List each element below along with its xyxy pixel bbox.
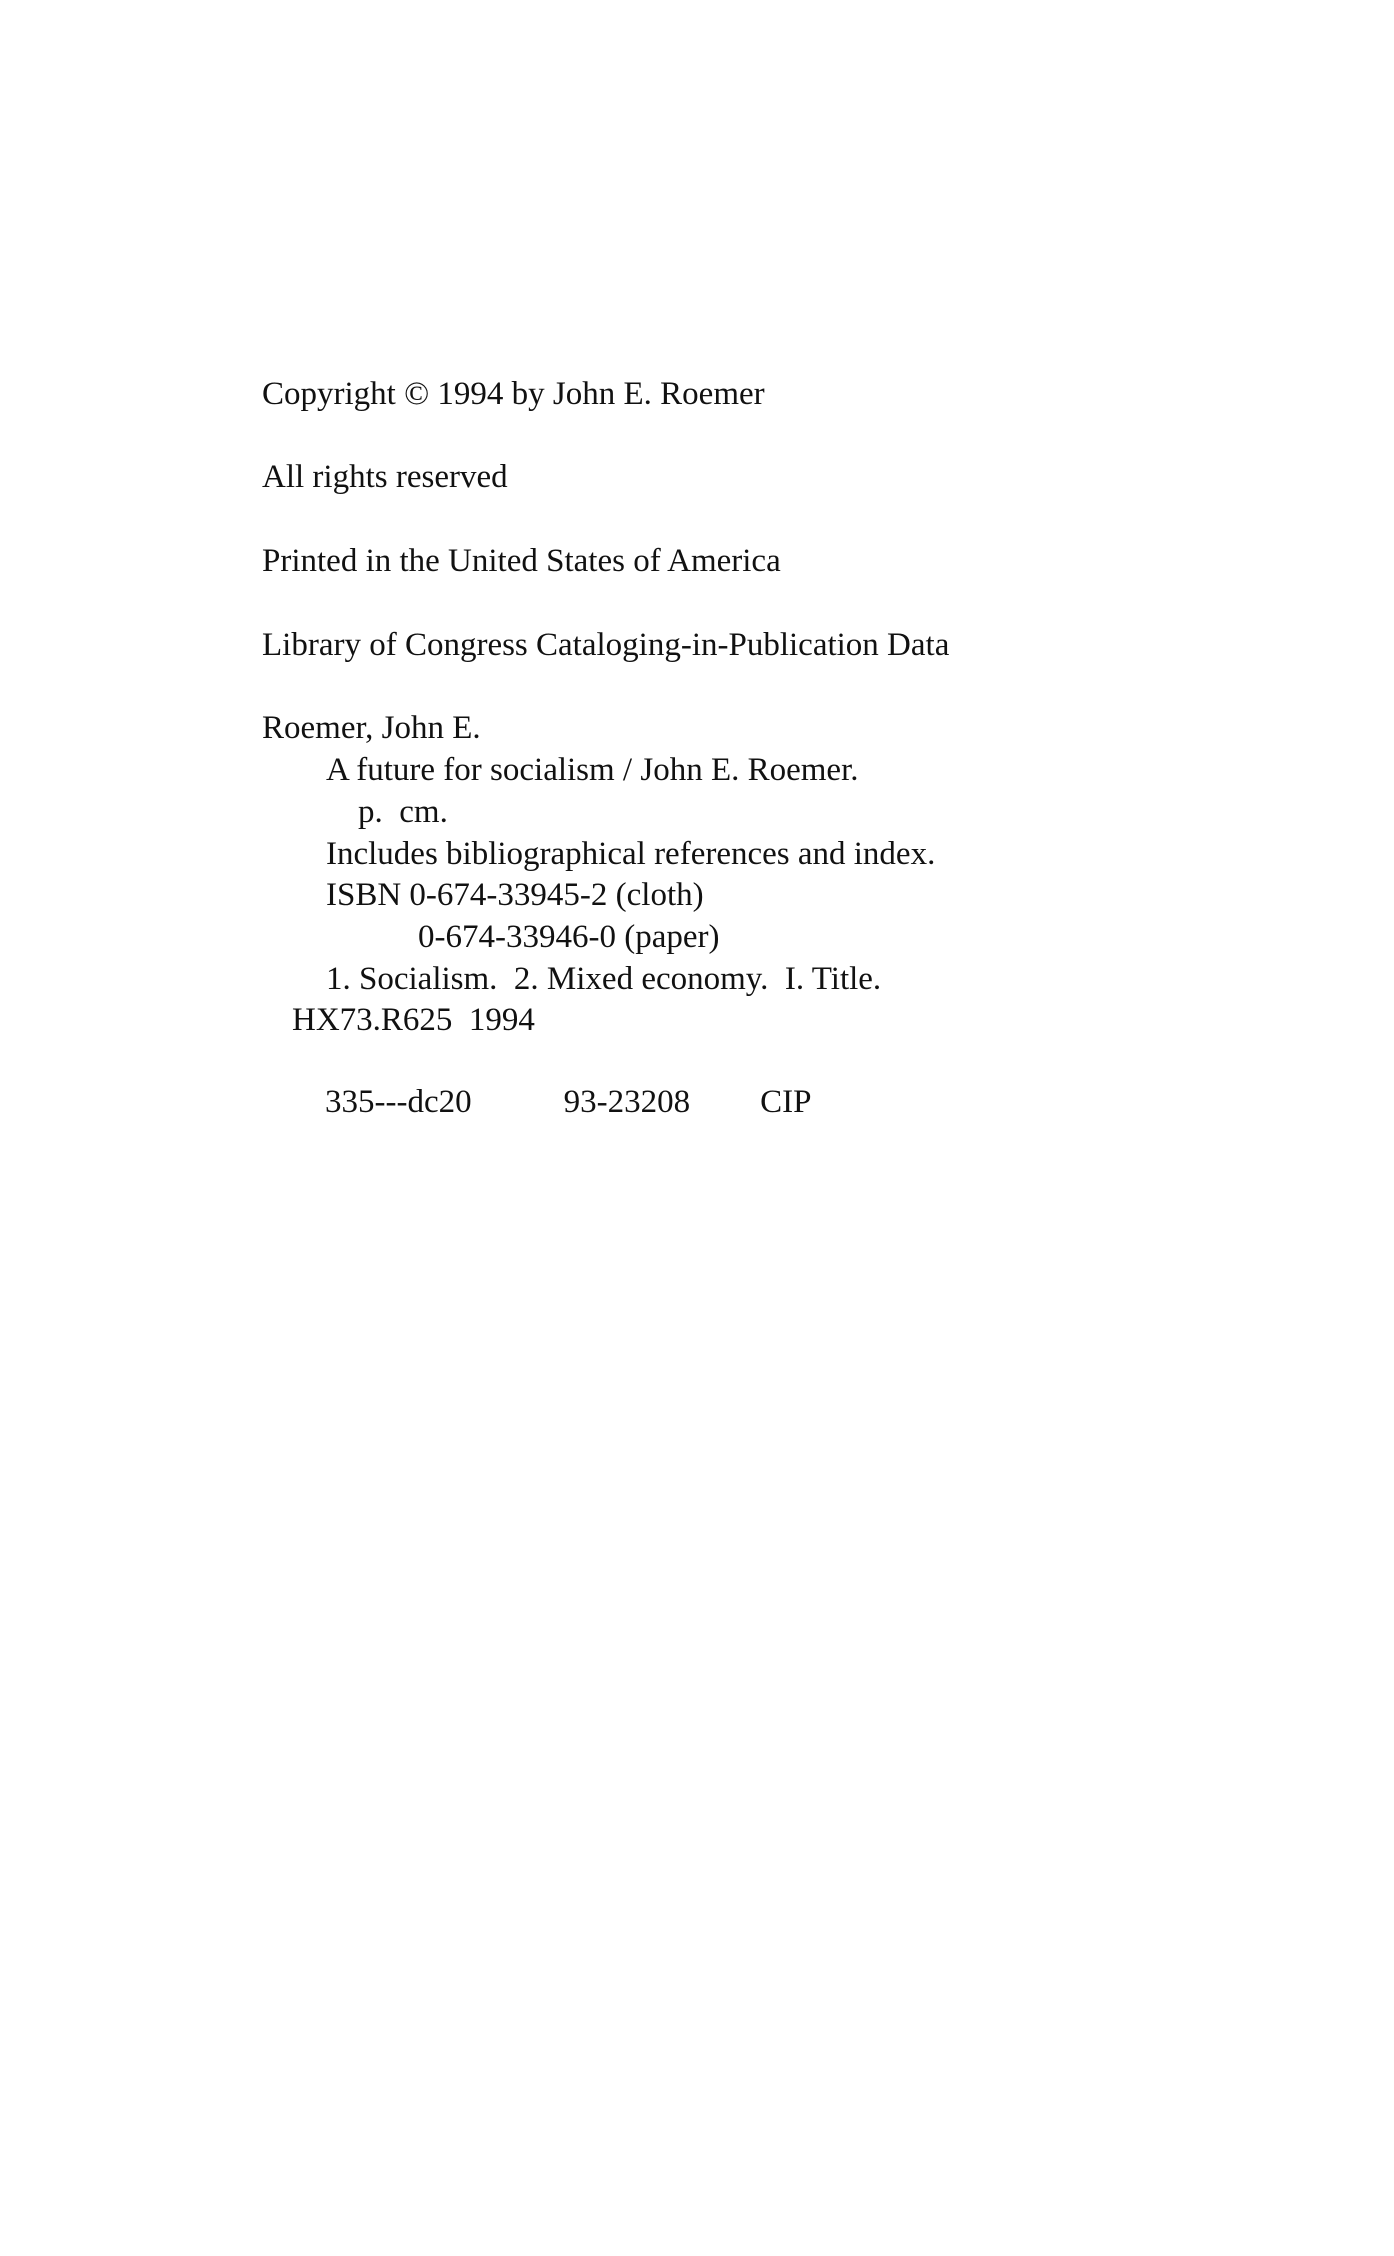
- cip-heading: Library of Congress Cataloging-in-Publication Data: [262, 627, 950, 663]
- cip-bibliography: Includes bibliographical references and index.: [326, 836, 936, 872]
- cip-classification-row: [292, 1042, 811, 1162]
- cip-title-line: A future for socialism / John E. Roemer.: [326, 752, 859, 788]
- cip-isbn-paper: 0-674-33946-0 (paper): [418, 919, 720, 955]
- cip-mark: CIP: [760, 1084, 812, 1120]
- cip-call-number: HX73.R625 1994: [292, 1002, 535, 1038]
- rights-line: All rights reserved: [262, 459, 508, 495]
- cip-lccn: 93-23208: [563, 1084, 691, 1120]
- cip-author: Roemer, John E.: [262, 710, 481, 746]
- cip-isbn-cloth: ISBN 0-674-33945-2 (cloth): [326, 877, 704, 913]
- printed-line: Printed in the United States of America: [262, 543, 781, 579]
- cip-subjects: 1. Socialism. 2. Mixed economy. I. Title.: [326, 961, 882, 997]
- copyright-line: Copyright © 1994 by John E. Roemer: [262, 376, 765, 412]
- cip-pages: p. cm.: [358, 794, 448, 830]
- cip-dewey: 335---dc20: [325, 1084, 472, 1120]
